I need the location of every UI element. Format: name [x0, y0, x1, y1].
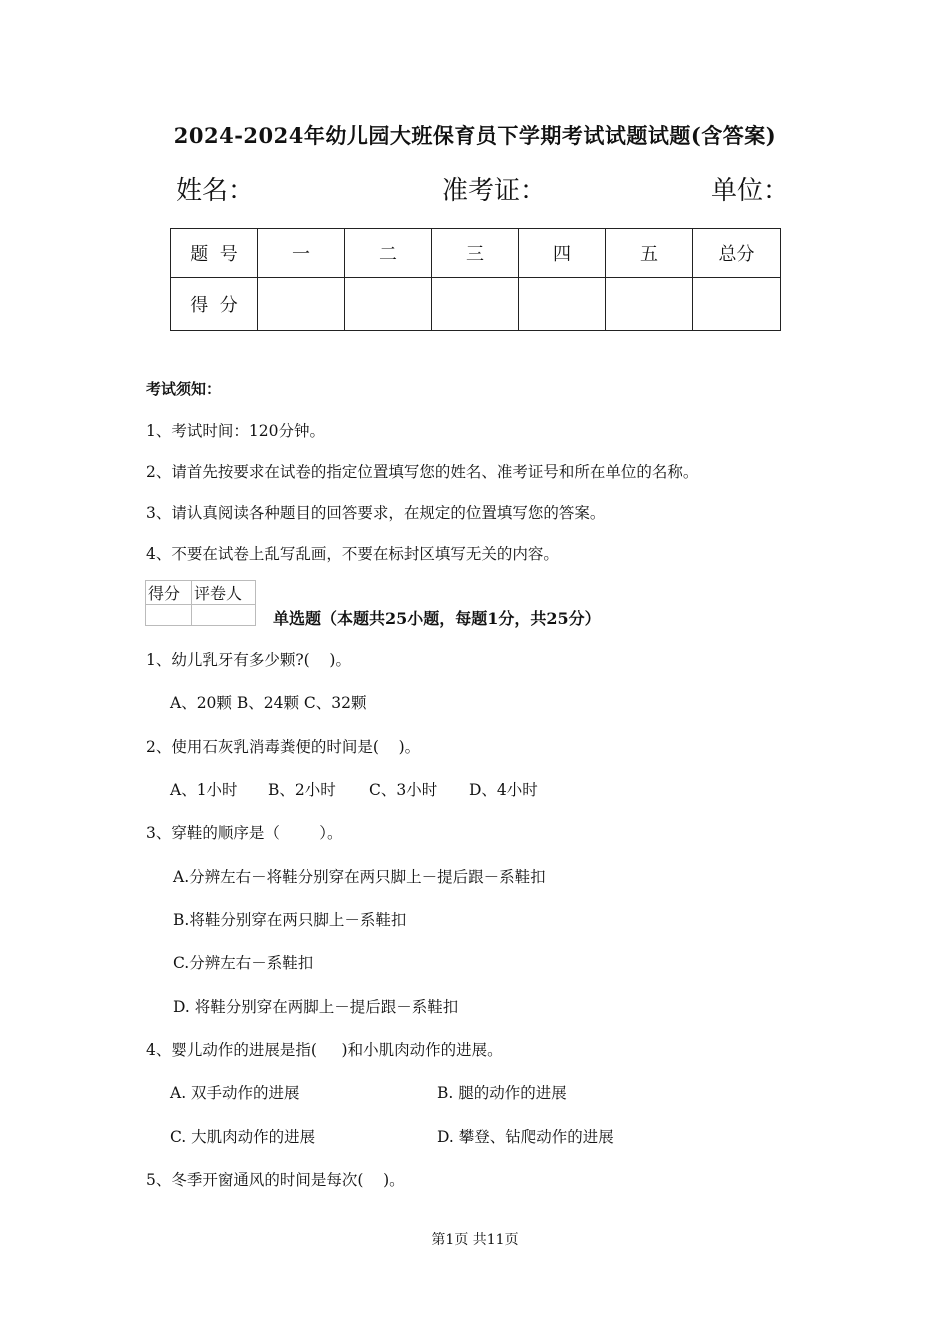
question-stem: 5、冬季开窗通风的时间是每次( )。 — [146, 1171, 405, 1189]
name-field-label: 姓名： — [176, 176, 255, 206]
notice-item: 4、不要在试卷上乱写乱画，不要在标封区填写无关的内容。 — [146, 545, 559, 563]
notice-item: 2、请首先按要求在试卷的指定位置填写您的姓名、准考证号和所在单位的名称。 — [146, 463, 699, 481]
exam-id-field-label: 准考证： — [442, 176, 547, 206]
question-option: B、2小时 — [268, 781, 336, 799]
grader-box — [145, 580, 256, 626]
question-option: A.分辨左右－将鞋分别穿在两只脚上－提后跟－系鞋扣 — [173, 868, 546, 886]
score-cell[interactable] — [693, 278, 781, 331]
grader-score-cell[interactable] — [146, 605, 192, 626]
question-option: D、4小时 — [469, 781, 538, 799]
column-header: 四 — [519, 229, 606, 278]
score-table-header-row — [171, 229, 781, 278]
section-title: 单选题（本题共25小题，每题1分，共25分） — [273, 609, 601, 628]
notice-item: 1、考试时间：120分钟。 — [146, 422, 325, 440]
question-option: A、1小时 — [170, 781, 238, 799]
column-header: 总分 — [693, 229, 781, 278]
score-cell[interactable] — [519, 278, 606, 331]
question-option: C.分辨左右－系鞋扣 — [173, 954, 314, 972]
notice-heading: 考试须知： — [146, 380, 222, 398]
score-cell[interactable] — [345, 278, 432, 331]
grader-reviewer-label: 评卷人 — [192, 581, 256, 605]
question-options: A、20颗 B、24颗 C、32颗 — [170, 694, 367, 712]
score-label: 得 分 — [171, 278, 258, 331]
question-option: B.将鞋分别穿在两只脚上－系鞋扣 — [173, 911, 407, 929]
grader-reviewer-cell[interactable] — [192, 605, 256, 626]
question-stem: 4、婴儿动作的进展是指( )和小肌肉动作的进展。 — [146, 1041, 503, 1059]
question-number-label: 题 号 — [171, 229, 258, 278]
question-stem: 1、幼儿乳牙有多少颗?( )。 — [146, 651, 351, 669]
question-option: A. 双手动作的进展 — [170, 1084, 300, 1102]
question-stem: 2、使用石灰乳消毒粪便的时间是( )。 — [146, 738, 421, 756]
grader-score-label: 得分 — [146, 581, 192, 605]
question-option: D. 将鞋分别穿在两脚上－提后跟－系鞋扣 — [173, 998, 459, 1016]
score-table — [170, 228, 781, 331]
question-option: C、3小时 — [369, 781, 438, 799]
column-header: 三 — [432, 229, 519, 278]
column-header: 二 — [345, 229, 432, 278]
score-cell[interactable] — [258, 278, 345, 331]
question-stem: 3、穿鞋的顺序是（ ）。 — [146, 824, 343, 842]
score-table-score-row — [171, 278, 781, 331]
question-option: C. 大肌肉动作的进展 — [170, 1128, 316, 1146]
column-header: 一 — [258, 229, 345, 278]
question-option: D. 攀登、钻爬动作的进展 — [437, 1128, 614, 1146]
unit-field-label: 单位： — [711, 176, 790, 206]
question-option: B. 腿的动作的进展 — [437, 1084, 567, 1102]
score-cell[interactable] — [432, 278, 519, 331]
page-title: 2024-2024年幼儿园大班保育员下学期考试试题试题(含答案) — [173, 123, 777, 148]
column-header: 五 — [606, 229, 693, 278]
score-cell[interactable] — [606, 278, 693, 331]
notice-item: 3、请认真阅读各种题目的回答要求，在规定的位置填写您的答案。 — [146, 504, 606, 522]
page-number: 第1页 共11页 — [431, 1232, 519, 1248]
